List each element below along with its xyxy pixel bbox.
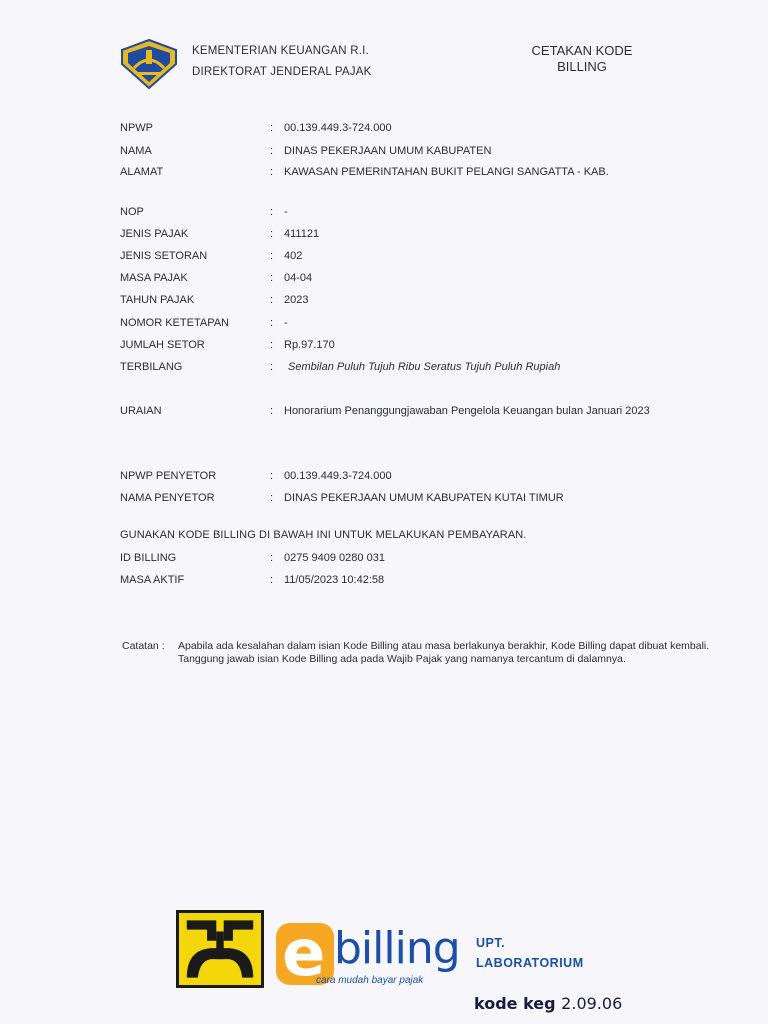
kode-keg	[474, 994, 622, 1013]
field-label: NPWP	[120, 122, 153, 134]
field-value: 11/05/2023 10:42:58	[284, 574, 385, 586]
field-masa-aktif	[120, 574, 384, 586]
field-separator: :	[270, 145, 274, 157]
ministry-name: KEMENTERIAN KEUANGAN R.I.	[192, 45, 369, 57]
document-title-line2: BILLING	[557, 59, 607, 74]
field-label: NAMA	[120, 145, 152, 157]
field-label: NPWP PENYETOR	[120, 470, 217, 482]
field-label: ALAMAT	[120, 166, 164, 178]
field-label: ID BILLING	[120, 552, 177, 564]
field-value: 402	[284, 250, 303, 262]
field-npwp-penyetor	[120, 470, 392, 482]
field-jenis-pajak	[120, 228, 319, 240]
document-title	[512, 43, 652, 75]
field-uraian	[120, 405, 650, 417]
kode-keg-label: kode keg	[474, 994, 562, 1013]
field-nama	[120, 145, 491, 157]
field-label: NOMOR KETETAPAN	[120, 317, 229, 329]
field-separator: :	[270, 206, 274, 218]
kemenkeu-emblem-icon	[118, 38, 180, 90]
field-value: 04-04	[284, 272, 313, 284]
field-label: TERBILANG	[120, 361, 183, 373]
field-jumlah-setor	[120, 339, 335, 351]
field-separator: :	[270, 405, 274, 417]
field-alamat	[120, 166, 609, 178]
field-separator: :	[270, 317, 274, 329]
field-npwp	[120, 122, 392, 134]
field-value: -	[284, 206, 288, 218]
field-label: JENIS SETORAN	[120, 250, 208, 262]
field-separator: :	[270, 574, 274, 586]
field-value: Rp.97.170	[284, 339, 335, 351]
ebilling-wordmark: billing	[334, 923, 460, 974]
field-value: KAWASAN PEMERINTAHAN BUKIT PELANGI SANGATTA - KAB.	[284, 166, 609, 178]
upt-label-line2: LABORATORIUM	[476, 956, 584, 970]
field-separator: :	[270, 272, 274, 284]
ebilling-e-letter: e	[282, 917, 326, 991]
field-label: URAIAN	[120, 405, 162, 417]
field-separator: :	[270, 166, 274, 178]
field-terbilang	[120, 361, 560, 373]
document-title-line1: CETAKAN KODE	[531, 43, 633, 58]
field-jenis-setoran	[120, 250, 302, 262]
field-separator: :	[270, 122, 274, 134]
field-separator: :	[270, 492, 274, 504]
payment-instruction: GUNAKAN KODE BILLING DI BAWAH INI UNTUK MELAKUKAN PEMBAYARAN.	[120, 529, 527, 541]
field-nop	[120, 206, 288, 218]
field-separator: :	[270, 339, 274, 351]
ebilling-tagline: cara mudah bayar pajak	[316, 975, 424, 986]
field-nama-penyetor	[120, 492, 564, 504]
field-separator: :	[270, 250, 274, 262]
field-value: DINAS PEKERJAAN UMUM KABUPATEN KUTAI TIMUR	[284, 492, 564, 504]
field-value: Sembilan Puluh Tujuh Ribu Seratus Tujuh Puluh Rupiah	[288, 361, 561, 373]
field-label: TAHUN PAJAK	[120, 294, 195, 306]
field-value: 411121	[284, 228, 320, 240]
field-label: MASA AKTIF	[120, 574, 185, 586]
directorate-name: DIREKTORAT JENDERAL PAJAK	[192, 66, 372, 78]
field-value: 0275 9409 0280 031	[284, 552, 385, 564]
field-value: -	[284, 317, 288, 329]
field-value: 2023	[284, 294, 309, 306]
field-value: 00.139.449.3-724.000	[284, 122, 392, 134]
field-label: NOP	[120, 206, 144, 218]
field-separator: :	[270, 552, 274, 564]
note-label: Catatan :	[122, 640, 165, 652]
field-separator: :	[270, 294, 274, 306]
note-text: Apabila ada kesalahan dalam isian Kode Billing atau masa berlakunya berakhir, Kode Billing dapat dibuat kembali. Tanggung jawab isian Kode Billing ada pada Wajib Pajak yang namanya tercantum di dalamnya.	[178, 640, 710, 665]
field-label: NAMA PENYETOR	[120, 492, 215, 504]
field-value: 00.139.449.3-724.000	[284, 470, 392, 482]
field-masa-pajak	[120, 272, 312, 284]
field-tahun-pajak	[120, 294, 308, 306]
field-nomor-ketetapan	[120, 317, 288, 329]
field-separator: :	[270, 228, 274, 240]
upt-label-line1: UPT.	[476, 936, 506, 950]
field-label: JUMLAH SETOR	[120, 339, 205, 351]
field-separator: :	[270, 361, 274, 373]
field-value: Honorarium Penanggungjawaban Pengelola Keuangan bulan Januari 2023	[284, 405, 650, 417]
note-block	[122, 640, 712, 666]
field-separator: :	[270, 470, 274, 482]
ebilling-logo	[276, 917, 466, 993]
pu-logo-icon	[176, 910, 264, 988]
field-label: JENIS PAJAK	[120, 228, 189, 240]
field-label: MASA PAJAK	[120, 272, 188, 284]
field-value: DINAS PEKERJAAN UMUM KABUPATEN	[284, 145, 492, 157]
field-id-billing	[120, 552, 385, 564]
kode-keg-value: 2.09.06	[561, 994, 623, 1013]
